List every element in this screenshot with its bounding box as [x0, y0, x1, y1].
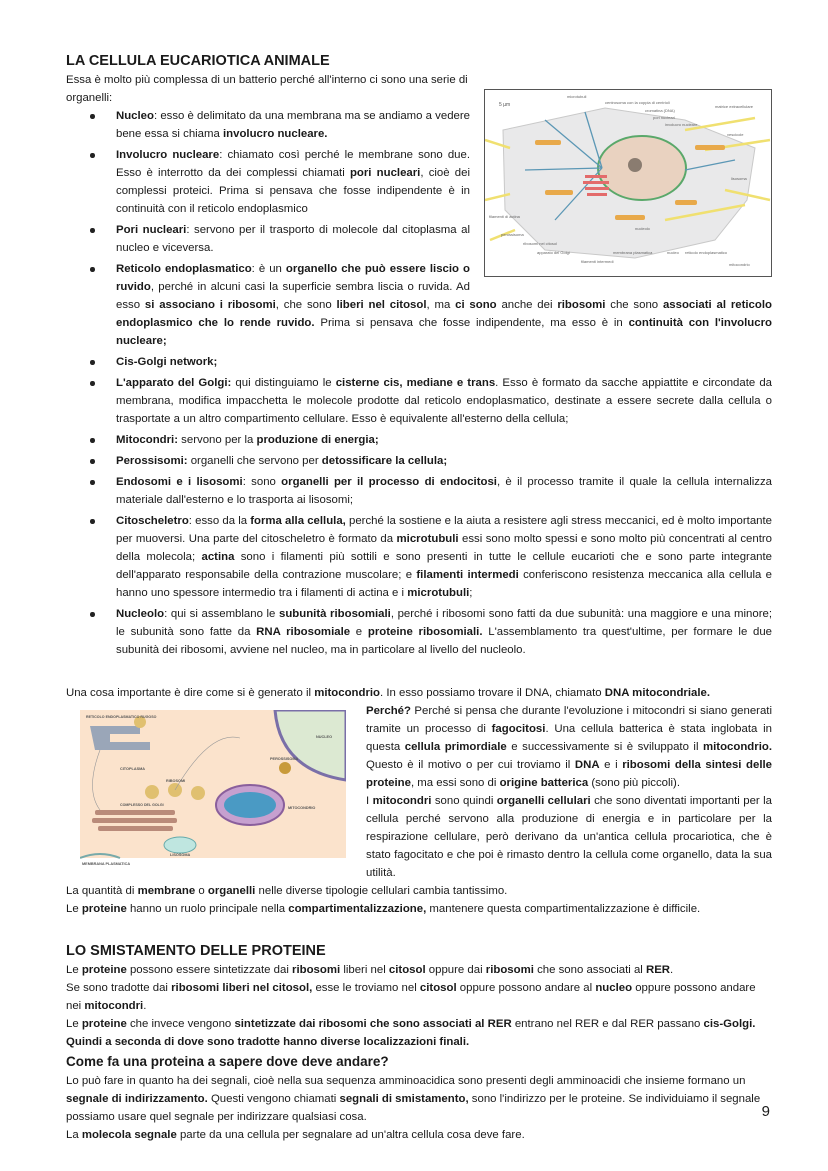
- text-segment: qui distinguiamo le: [231, 377, 336, 389]
- mito-lead: [66, 684, 772, 702]
- text-segment: sono quindi: [431, 795, 497, 807]
- sorting-paragraph-1: [66, 961, 772, 979]
- document-page: [66, 52, 772, 1144]
- figure-label: PEROSSISOMA: [270, 757, 299, 761]
- bold-text: sintetizzate dai ribosomi che sono associati al RER: [234, 1018, 512, 1030]
- bold-text: actina: [201, 551, 235, 563]
- bold-text: Nucleo: [116, 110, 154, 122]
- text-segment: anche dei: [496, 299, 558, 311]
- bold-text: Involucro nucleare: [116, 149, 220, 161]
- text-segment: La: [66, 1129, 82, 1141]
- bold-text: proteine ribosomiali.: [367, 626, 483, 638]
- bold-text: subunità ribosomiali: [279, 608, 391, 620]
- bold-text: molecola segnale: [81, 1129, 177, 1141]
- text-segment: La quantità di: [66, 885, 138, 897]
- text-segment: oppure possono andare nei: [66, 982, 756, 1012]
- bold-text: Pori nucleari: [116, 224, 187, 236]
- text-segment: Le: [66, 903, 82, 915]
- bold-text: ci sono: [455, 299, 497, 311]
- text-segment: . Una cellula batterica è stata inglobata in questa: [366, 723, 772, 753]
- list-item-endosomi: [116, 473, 772, 509]
- list-item-nucleo: [116, 107, 772, 143]
- scale-label: 5 µm: [499, 102, 511, 108]
- bold-text: segnali di smistamento,: [339, 1093, 469, 1105]
- text-segment: : sono: [242, 476, 282, 488]
- bold-text: Nucleolo: [116, 608, 165, 620]
- list-item-involucro: [116, 146, 772, 218]
- bold-text: detossificare la cellula;: [321, 455, 448, 467]
- list-item-reticolo: [116, 260, 772, 350]
- text-segment: , ma: [426, 299, 456, 311]
- text-segment: mantenere questa compartimentalizzazione è difficile.: [426, 903, 701, 915]
- bold-text: RNA ribosomiale: [256, 626, 351, 638]
- text-segment: : è un: [251, 263, 286, 275]
- text-segment: perché la sostiene e la aiuta a resistere agli stress meccanici, ed è molto importante per muoversi. Una parte del citoscheletro è formato da: [116, 515, 772, 545]
- bold-text: si associano i ribosomi: [144, 299, 276, 311]
- bold-text: organelli: [207, 885, 256, 897]
- text-segment: liberi nel: [340, 964, 389, 976]
- list-item-cis-golgi: [116, 353, 772, 371]
- figure-label: RETICOLO ENDOPLASMATICO RUGOSO: [86, 715, 157, 719]
- text-segment: Le: [66, 964, 82, 976]
- bold-text: citosol: [388, 964, 426, 976]
- text-segment: Perché si pensa che durante l'evoluzione i mitocondri si siano generati tramite un processo di: [366, 705, 772, 735]
- bold-text: organello che può essere liscio o ruvido: [116, 263, 470, 293]
- text-segment: oppure dai: [425, 964, 486, 976]
- bold-text: nucleo: [595, 982, 633, 994]
- bold-text: continuità con l'involucro nucleare;: [116, 317, 772, 347]
- bold-text: compartimentalizzazione,: [288, 903, 427, 915]
- bold-text: segnale di indirizzamento.: [66, 1093, 208, 1105]
- text-segment: che invece vengono: [126, 1018, 235, 1030]
- text-segment: possono essere sintetizzate dai: [126, 964, 293, 976]
- text-segment: , che sono: [275, 299, 337, 311]
- bold-text: mitocondrio: [314, 687, 381, 699]
- figure-label: nucleolo: [635, 226, 650, 231]
- bold-text: associati al reticolo endoplasmico che lo rende ruvido.: [116, 299, 772, 329]
- text-segment: Prima si pensava che fosse indipendente, ma esso è in: [314, 317, 629, 329]
- figure-label: apparato del Golgi: [537, 250, 570, 255]
- text-segment: , perché i ribosomi sono fatti da due subunità: una maggiore e una minore; le subunità sono fatte da: [116, 608, 772, 638]
- figure-label: cromatina (DNA): [645, 108, 675, 113]
- proteins-paragraph: [66, 900, 772, 918]
- text-segment: nelle diverse tipologie cellulari cambia tantissimo.: [255, 885, 508, 897]
- text-segment: ;: [469, 587, 473, 599]
- figure-label: vescicole: [727, 132, 744, 137]
- bold-text: mitocondri: [372, 795, 432, 807]
- bold-text: fagocitosi: [491, 723, 546, 735]
- bold-text: microtubuli: [396, 533, 459, 545]
- bold-text: filamenti intermedi: [416, 569, 519, 581]
- figure-label: lisosoma: [731, 176, 747, 181]
- bold-text: produzione di energia;: [256, 434, 379, 446]
- text-segment: esse le troviamo nel: [312, 982, 420, 994]
- text-segment: hanno un ruolo principale nella: [126, 903, 289, 915]
- bold-text: ribosomi: [557, 299, 606, 311]
- membranes-paragraph: [66, 882, 772, 900]
- text-segment: che sono: [605, 299, 663, 311]
- bold-text: mitocondrio.: [703, 741, 772, 753]
- bold-text: organelli per il processo di endocitosi: [281, 476, 497, 488]
- figure-label: centrosoma con la coppia di centrioli: [605, 100, 670, 105]
- bold-text: involucro nucleare.: [223, 128, 328, 140]
- figure-label: nucleo: [667, 250, 679, 255]
- sorting-paragraph-2: [66, 979, 772, 1015]
- section-title: LA CELLULA EUCARIOTICA ANIMALE: [66, 53, 330, 69]
- bold-text: forma alla cellula,: [250, 515, 346, 527]
- text-segment: .: [670, 964, 674, 976]
- bold-text: pori nucleari: [349, 167, 421, 179]
- intro-paragraph: Essa è molto più complessa di un batterio perché all'interno ci sono una serie di organelli:: [66, 74, 468, 104]
- text-segment: . Esso è formato da sacche appiattite e circondate da membrana, modifica impacchetta le molecole prodotte dal reticolo endoplasmatico, destinate a essere secrete dalla cellula o trasportate a un altro compartimento cellulare. Esso è equivalente all'esterno della cellula;: [116, 377, 772, 425]
- figure-label: pori nucleari: [653, 115, 675, 120]
- bold-text: RER: [645, 964, 671, 976]
- text-segment: parte da una cellula per segnalare ad un'altra cellula cosa deve fare.: [176, 1129, 525, 1141]
- text-segment: oppure possono andare al: [456, 982, 596, 994]
- bold-text: Perché?: [366, 705, 411, 717]
- bold-text: DNA mitocondriale.: [604, 687, 711, 699]
- list-item-perossisomi: [116, 452, 772, 470]
- bold-text: Quindi a seconda di dove sono tradotte hanno diverse localizzazioni finali.: [66, 1036, 470, 1048]
- text-segment: : chiamato così perché le membrane sono due. Esso è interrotto da dei complessi chiamati: [116, 149, 471, 179]
- organelle-list: [66, 107, 772, 659]
- text-segment: : qui si assemblano le: [164, 608, 279, 620]
- bold-text: DNA: [574, 759, 600, 771]
- bold-text: Mitocondri:: [116, 434, 179, 446]
- figure-label: mitocondrio: [729, 262, 750, 267]
- text-segment: Lo può fare in quanto ha dei segnali, cioè nella sua sequenza amminoacidica sono presenti degli amminoacidi che insieme formano un: [66, 1075, 746, 1087]
- protein-sorting-figure: [80, 710, 346, 866]
- bold-text: Reticolo endoplasmatico: [116, 263, 252, 275]
- bold-text: ribosomi: [485, 964, 534, 976]
- text-segment: conferiscono resistenza meccanica alla cellula e hanno uno spessore intermedio tra i filamenti di actina e i: [116, 569, 772, 599]
- text-segment: organelli che servono per: [187, 455, 322, 467]
- figure-label: filamenti intermedi: [581, 259, 614, 264]
- subsection-title: Come fa una proteina a sapere dove deve andare?: [66, 1054, 389, 1069]
- text-segment: : esso da la: [188, 515, 251, 527]
- text-segment: . In esso possiamo trovare il DNA, chiamato: [380, 687, 605, 699]
- bold-text: cisterne cis, mediane e trans: [335, 377, 496, 389]
- section-title: LO SMISTAMENTO DELLE PROTEINE: [66, 943, 326, 959]
- text-segment: entrano nel RER e dal RER passano: [511, 1018, 704, 1030]
- bold-text: ribosomi liberi nel citosol,: [171, 982, 313, 994]
- bold-text: ribosomi: [292, 964, 341, 976]
- text-segment: Questo è il motivo o per cui troviamo il: [366, 759, 575, 771]
- text-segment: servono per la: [178, 434, 257, 446]
- text-segment: che sono associati al: [533, 964, 646, 976]
- text-segment: Se sono tradotte dai: [66, 982, 172, 994]
- page-number: 9: [761, 1103, 770, 1120]
- figure-label: filamenti di actina: [489, 214, 520, 219]
- figure-label: reticolo endoplasmatico: [685, 250, 728, 255]
- figure-label: microtubuli: [567, 94, 587, 99]
- figure-label: MEMBRANA PLASMATICA: [82, 862, 131, 866]
- figure-label: matrice extracellulare: [715, 104, 754, 109]
- text-segment: e i: [599, 759, 623, 771]
- bold-text: proteine: [81, 903, 127, 915]
- figure-label: ribosomi nel citosol: [523, 241, 558, 246]
- bold-text: microtubuli: [407, 587, 470, 599]
- text-segment: , cioè dei complessi proteici. Prima si pensava che fosse indipendente è in continuità con il reticolo endoplasmico: [116, 167, 471, 215]
- text-segment: sono i filamenti più sottili e sono presenti in tutte le cellule eucarioti che e sono parte integrante dell'apparato responsabile della contrazione muscolare; e: [116, 551, 772, 581]
- figure-label: involucro nucleare: [665, 122, 698, 127]
- bold-text: cellula primordiale: [404, 741, 507, 753]
- text-segment: , ma essi sono di: [410, 777, 500, 789]
- text-segment: .: [143, 1000, 147, 1012]
- sorting-paragraph-6: [66, 1126, 772, 1144]
- text-segment: o: [195, 885, 208, 897]
- figure-label: membrana plasmatica: [613, 250, 653, 255]
- text-segment: , perché in alcuni casi la superficie sembra liscia o ruvida. Ad esso: [116, 281, 470, 311]
- bold-text: Endosomi e i lisosomi: [116, 476, 243, 488]
- text-segment: e: [350, 626, 368, 638]
- bold-text: Perossisomi:: [116, 455, 188, 467]
- bold-text: liberi nel citosol: [336, 299, 427, 311]
- bold-text: cis-Golgi.: [703, 1018, 756, 1030]
- text-segment: L'assemblamento tra quest'ultime, per formare le due subunità dei ribosomi, avviene nel nucleo, ma in particolare al livello del nucleolo.: [116, 626, 773, 656]
- figure-label: RIBOSOMI: [166, 779, 186, 783]
- bold-text: origine batterica: [499, 777, 589, 789]
- text-segment: (sono più piccoli).: [588, 777, 681, 789]
- figure-label: perossisoma: [501, 232, 524, 237]
- figure-label: MITOCONDRIO: [288, 806, 316, 810]
- bold-text: Citoscheletro: [116, 515, 189, 527]
- bold-text: organelli cellulari: [496, 795, 591, 807]
- text-segment: : esso è delimitato da una membrana ma se andiamo a vedere bene essa si chiama: [116, 110, 470, 140]
- text-segment: : servono per il trasporto di molecole dal citoplasma al nucleo e viceversa.: [116, 224, 470, 254]
- figure-label: LISOSOMA: [170, 853, 191, 857]
- text-segment: essi sono molto spessi e sono molto più concentrati al centro della molecola;: [116, 533, 772, 563]
- figure-label: CITOPLASMA: [120, 767, 146, 771]
- bold-text: proteine: [81, 964, 127, 976]
- list-item-citoscheletro: [116, 512, 772, 602]
- bold-text: L'apparato del Golgi:: [116, 377, 232, 389]
- bold-text: membrane: [137, 885, 196, 897]
- bold-text: Cis-Golgi network;: [116, 356, 218, 368]
- list-item-pori: [116, 221, 772, 257]
- text-segment: Le: [66, 1018, 82, 1030]
- bold-text: proteine: [81, 1018, 127, 1030]
- sorting-paragraph-4: [66, 1033, 772, 1051]
- sorting-paragraph-5: [66, 1072, 772, 1126]
- bold-text: citosol: [419, 982, 457, 994]
- list-item-golgi: [116, 374, 772, 428]
- bold-text: mitocondri: [84, 1000, 144, 1012]
- text-segment: I: [366, 795, 373, 807]
- list-item-nucleolo: [116, 605, 772, 659]
- text-segment: , è il processo tramite il quale la cellula internalizza materiale dall'esterno e lo trasporta ai lisosomi;: [116, 476, 772, 506]
- text-segment: e successivamente si è sviluppato il: [506, 741, 704, 753]
- figure-label: COMPLESSO DEL GOLGI: [120, 803, 164, 807]
- bold-text: ribosomi della sintesi delle proteine: [366, 759, 772, 789]
- sorting-paragraph-3: [66, 1015, 772, 1033]
- figure-label: NUCLEO: [316, 735, 333, 739]
- text-segment: Una cosa importante è dire come si è generato il: [66, 687, 315, 699]
- list-item-mitocondri: [116, 431, 772, 449]
- text-segment: Questi vengono chiamati: [207, 1093, 340, 1105]
- text-segment: sono l'indirizzo per le proteine. Se individuiamo il segnale possiamo usare quel segnale per indirizzare qualsiasi cosa.: [66, 1093, 761, 1123]
- text-segment: che sono diventati importanti per la cellula perché servono alla produzione di energia e in particolare per la respirazione cellulare, però derivano da un'antica cellula procariotica, che è stato fagocitato e che poi è rimasto dentro la cellula come organello, data la sua utilità.: [366, 795, 772, 879]
